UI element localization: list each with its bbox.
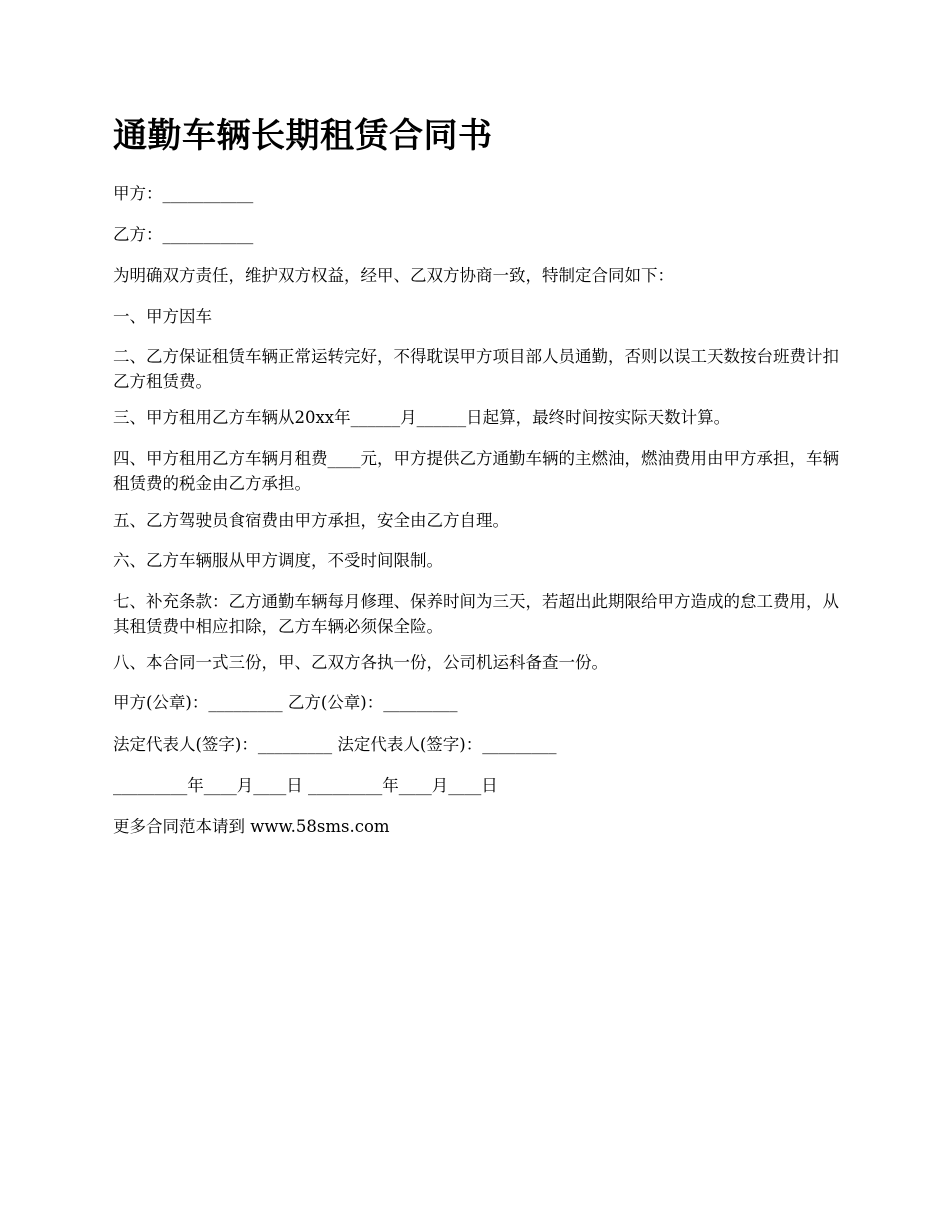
clause-3: 三、甲方租用乙方车辆从20xx年______月______日起算，最终时间按实际天数计算。: [113, 408, 731, 427]
clause-4: 四、甲方租用乙方车辆月租费____元，甲方提供乙方通勤车辆的主燃油，燃油费用由甲方承担，车辆租赁费的税金由乙方承担。: [113, 449, 839, 493]
clause-5: 五、乙方驾驶员食宿费由甲方承担，安全由乙方自理。: [113, 511, 509, 530]
clause-2: 二、乙方保证租赁车辆正常运转完好，不得耽误甲方项目部人员通勤，否则以误工天数按台班费计扣乙方租赁费。: [113, 347, 839, 391]
document-title: 通勤车辆长期租赁合同书: [113, 116, 493, 156]
representative-line: 法定代表人(签字)：_________ 法定代表人(签字)：_________: [113, 735, 557, 754]
clause-8: 八、本合同一式三份，甲、乙双方各执一份，公司机运科备查一份。: [113, 653, 608, 672]
date-line: _________年____月____日 _________年____月____日: [113, 776, 498, 795]
clause-6: 六、乙方车辆服从甲方调度，不受时间限制。: [113, 551, 443, 570]
footer-link-text: 更多合同范本请到 www.58sms.com: [113, 817, 390, 836]
seal-line: 甲方(公章)：_________ 乙方(公章)：_________: [113, 693, 458, 712]
party-a-line: 甲方：___________: [113, 184, 254, 203]
preamble: 为明确双方责任，维护双方权益，经甲、乙双方协商一致，特制定合同如下：: [113, 266, 674, 285]
party-b-line: 乙方：___________: [113, 225, 254, 244]
clause-1: 一、甲方因车: [113, 307, 212, 326]
clause-7: 七、补充条款：乙方通勤车辆每月修理、保养时间为三天，若超出此期限给甲方造成的怠工费用，从其租赁费中相应扣除，乙方车辆必须保全险。: [113, 592, 839, 636]
